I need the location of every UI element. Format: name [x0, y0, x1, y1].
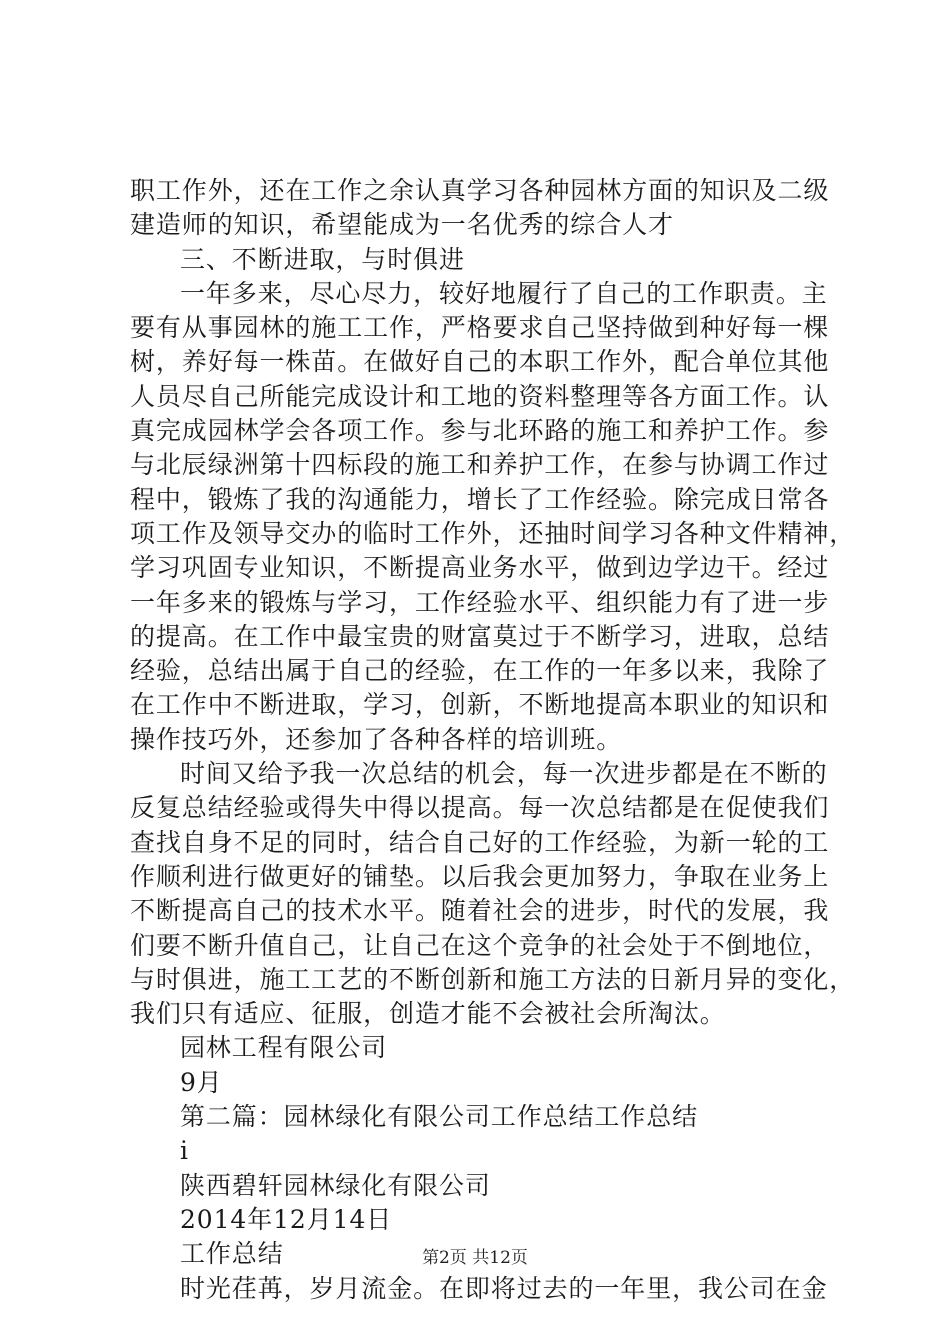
text-line: 与时俱进，施工工艺的不断创新和施工方法的日新月异的变化， [130, 964, 856, 994]
text-line: 操作技巧外，还参加了各种各样的培训班。 [130, 724, 623, 754]
text-line: 们要不断升值自己，让自己在这个竞争的社会处于不倒地位， [130, 930, 830, 960]
text-line: 我们只有适应、征服，创造才能不会被社会所淘汰。 [130, 999, 726, 1029]
text-line: 反复总结经验或得失中得以提高。每一次总结都是在促使我们 [130, 793, 830, 823]
text-line: 经验，总结出属于自己的经验，在工作的一年多以来，我除了 [130, 656, 830, 686]
text-line: 建造师的知识，希望能成为一名优秀的综合人才 [130, 210, 674, 240]
document-date: 2014年12月14日 [180, 1204, 393, 1234]
text-line: i [180, 1136, 189, 1166]
text-line: 时间又给予我一次总结的机会，每一次进步都是在不断的 [180, 759, 828, 789]
company-signature: 园林工程有限公司 [180, 1033, 388, 1063]
text-line: 作顺利进行做更好的铺垫。以后我会更加努力，争取在业务上 [130, 861, 830, 891]
text-line: 树，养好每一株苗。在做好自己的本职工作外，配合单位其他 [130, 347, 830, 377]
text-line: 人员尽自己所能完成设计和工地的资料整理等各方面工作。认 [130, 381, 830, 411]
text-line: 学习巩固专业知识，不断提高业务水平，做到边学边干。经过 [130, 553, 830, 583]
text-line: 真完成园林学会各项工作。参与北环路的施工和养护工作。参 [130, 416, 830, 446]
document-title: 工作总结 [180, 1239, 284, 1269]
signature-date: 9月 [180, 1067, 223, 1097]
text-line: 一年多来，尽心尽力，较好地履行了自己的工作职责。主 [180, 278, 828, 308]
text-line: 与北辰绿洲第十四标段的施工和养护工作，在参与协调工作过 [130, 450, 830, 480]
text-line: 的提高。在工作中最宝贵的财富莫过于不断学习，进取，总结 [130, 621, 830, 651]
text-line: 要有从事园林的施工工作，严格要求自己坚持做到种好每一棵 [130, 313, 830, 343]
chapter-heading: 第二篇：园林绿化有限公司工作总结工作总结 [180, 1102, 699, 1132]
text-line: 不断提高自己的技术水平。随着社会的进步，时代的发展，我 [130, 896, 830, 926]
page-number-footer: 第2页 共12页 [422, 1248, 528, 1268]
document-body [130, 174, 856, 1306]
text-line: 一年多来的锻炼与学习，工作经验水平、组织能力有了进一步 [130, 587, 830, 617]
section-heading: 三、不断进取，与时俱进 [180, 244, 465, 274]
text-line: 职工作外，还在工作之余认真学习各种园林方面的知识及二级 [130, 176, 830, 205]
text-line: 项工作及领导交办的临时工作外，还抽时间学习各种文件精神， [130, 518, 856, 548]
text-line: 在工作中不断进取，学习，创新，不断地提高本职业的知识和 [130, 690, 830, 720]
text-line: 查找自身不足的同时，结合自己好的工作经验，为新一轮的工 [130, 827, 830, 857]
text-line: 程中，锻炼了我的沟通能力，增长了工作经验。除完成日常各 [130, 484, 830, 514]
text-line: 时光荏苒，岁月流金。在即将过去的一年里，我公司在金 [180, 1273, 828, 1303]
company-name: 陕西碧轩园林绿化有限公司 [180, 1170, 491, 1200]
